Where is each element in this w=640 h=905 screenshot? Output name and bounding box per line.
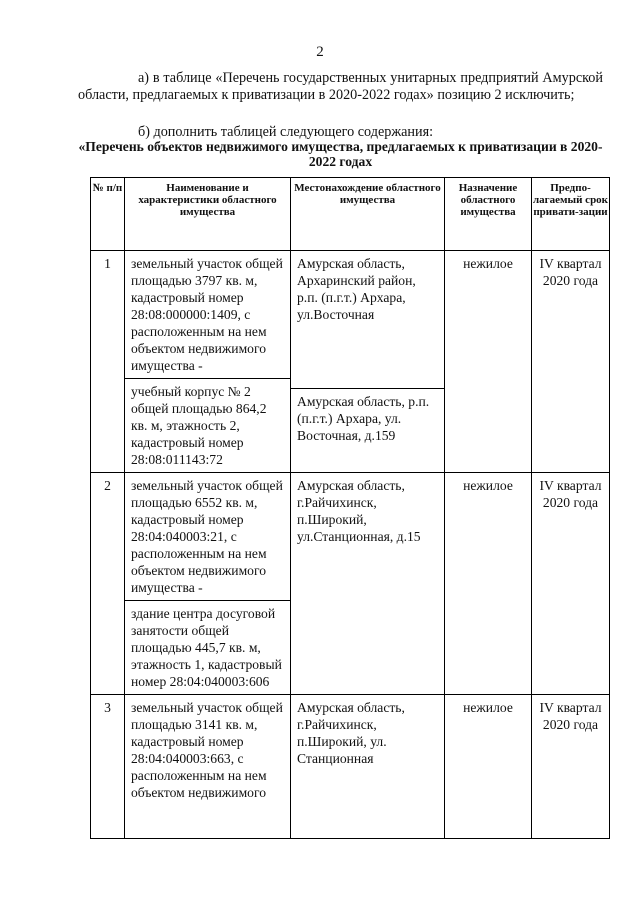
page-number: 2 <box>316 44 324 60</box>
row-items <box>125 473 291 695</box>
row-number: 2 <box>91 473 125 695</box>
row-purpose: нежилое <box>445 251 532 473</box>
header-name: Наименование и характеристики областного имущества <box>125 178 291 251</box>
location-building: Амурская область, р.п. (п.г.т.) Архара, ул. Восточная, д.159 <box>291 388 444 448</box>
amendment-b-paragraph: б) дополнить таблицей следующего содержания: <box>138 124 434 140</box>
header-purpose: Назначение областного имущества <box>445 178 532 251</box>
header-no: № п/п <box>91 178 125 251</box>
item-land-plot: земельный участок общей площадью 3797 кв. м, кадастровый номер 28:08:000000:1409, с расположенным на нем объектом недвижимого имущества - <box>131 256 283 373</box>
table-header-row <box>91 178 610 251</box>
table-row <box>91 473 610 695</box>
location-land: Амурская область, Архаринский район, р.п. (п.г.т.) Архара, ул.Восточная <box>297 256 416 322</box>
row-locations <box>291 251 445 473</box>
table-row <box>91 251 610 473</box>
amendment-a-paragraph: а) в таблице «Перечень государственных унитарных предприятий Амурской области, предлагаемых к приватизации в 2020-2022 годах» позицию 2 исключить; <box>78 70 603 103</box>
location-land: Амурская область, г.Райчихинск, п.Широкий, ул.Станционная, д.15 <box>297 478 421 544</box>
item-land-plot: земельный участок общей площадью 3141 кв. м, кадастровый номер 28:04:040003:663, с расположенным на нем объектом недвижимого <box>131 700 283 800</box>
table-title: «Перечень объектов недвижимого имущества, предлагаемых к приватизации в 2020-2022 годах <box>78 139 603 169</box>
row-term: IV квартал 2020 года <box>532 695 610 839</box>
row-locations <box>291 473 445 695</box>
row-items <box>125 251 291 473</box>
row-purpose: нежилое <box>445 473 532 695</box>
property-table <box>90 177 610 839</box>
item-land-plot: земельный участок общей площадью 6552 кв. м, кадастровый номер 28:04:040003:21, с расположенным на нем объектом недвижимого имущества - <box>131 478 283 595</box>
row-locations <box>291 695 445 839</box>
row-items <box>125 695 291 839</box>
row-number: 3 <box>91 695 125 839</box>
row-number: 1 <box>91 251 125 473</box>
table-row <box>91 695 610 839</box>
item-building: здание центра досуговой занятости общей площадью 445,7 кв. м, этажность 1, кадастровый номер 28:04:040003:606 <box>125 600 290 694</box>
row-purpose: нежилое <box>445 695 532 839</box>
row-term: IV квартал 2020 года <box>532 251 610 473</box>
row-term: IV квартал 2020 года <box>532 473 610 695</box>
item-building: учебный корпус № 2 общей площадью 864,2 кв. м, этажность 2, кадастровый номер 28:08:011143:72 <box>125 378 290 472</box>
header-location: Местонахождение областного имущества <box>291 178 445 251</box>
header-term: Предпо-лагаемый срок привати-зации <box>532 178 610 251</box>
location-land: Амурская область, г.Райчихинск, п.Широкий, ул. Станционная <box>297 700 405 766</box>
